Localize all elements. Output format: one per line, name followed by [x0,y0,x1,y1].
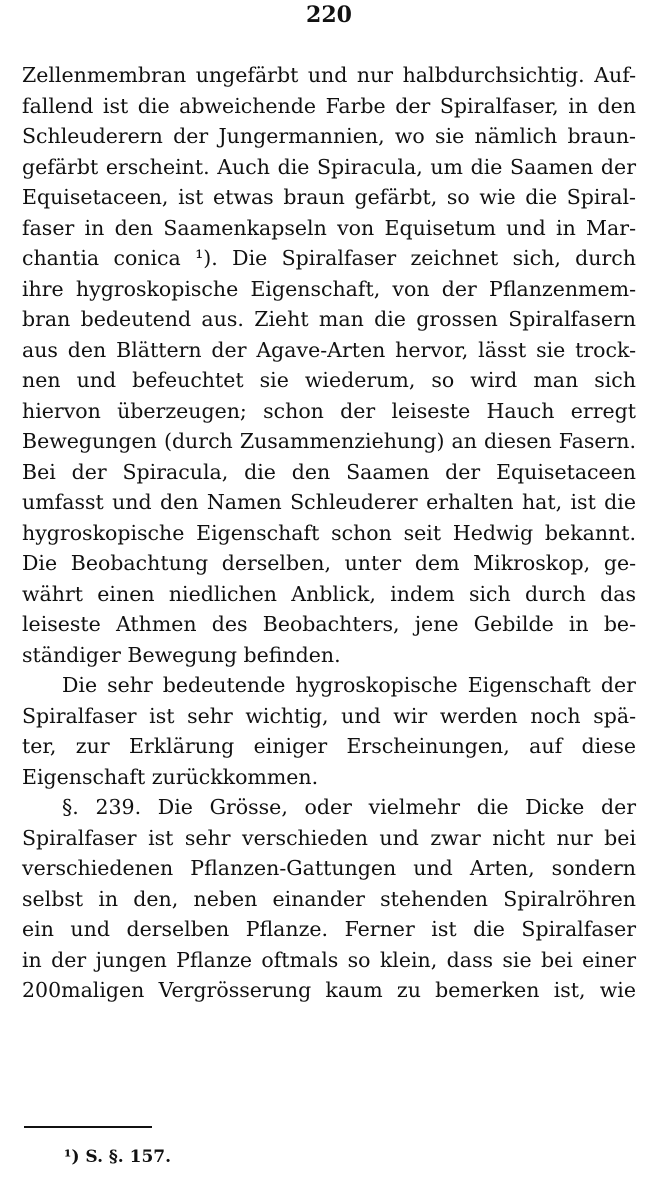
text-line: leiseste Athmen des Beobachters, jene Gebilde in be- [22,612,636,636]
text-line: hygroskopische Eigenschaft schon seit Hedwig bekannt. [22,520,636,545]
text-line: hiervon überzeugen; schon der leiseste Hauch erregt [22,398,636,423]
text-line: ein und derselben Pflanze. Ferner ist die Spiralfaser [22,917,636,941]
section-heading-line: §. 239. Die Grösse, oder vielmehr die Dicke der [62,795,636,819]
text-line: ständiger Bewegung befinden. [22,642,341,667]
text-line: umfasst und den Namen Schleuderer erhalten hat, ist die [22,490,636,514]
text-line: aus den Blättern der Agave-Arten hervor, lässt sie trock- [22,337,636,362]
text-line: Die Beobachtung derselben, unter dem Mikroskop, ge- [22,551,636,575]
text-line: Bewegungen (durch Zusammenziehung) an diesen Fasern. [22,429,636,453]
text-line: ihre hygroskopische Eigenschaft, von der Pflanzenmem- [22,276,636,301]
page-number: 220 [306,2,352,28]
footnote-divider [24,1126,152,1128]
text-line: Eigenschaft zurückkommen. [22,764,319,789]
text-line: Spiralfaser ist sehr wichtig, und wir werden noch spä- [22,703,636,728]
footnote: ¹) S. §. 157. [64,1147,172,1167]
text-line: währt einen niedlichen Anblick, indem sich durch das [22,581,636,606]
text-line: fallend ist die abweichende Farbe der Spiralfaser, in den [22,93,636,118]
text-line: Schleuderern der Jungermannien, wo sie nämlich braun- [22,124,636,148]
text-line: ter, zur Erklärung einiger Erscheinungen, auf diese [22,734,636,758]
text-line: in der jungen Pflanze oftmals so klein, dass sie bei einer [22,947,636,972]
text-line: selbst in den, neben einander stehenden Spiralröhren [22,886,636,911]
text-line: faser in den Saamenkapseln von Equisetum und in Mar- [22,215,636,240]
text-line: Zellenmembran ungefärbt und nur halbdurchsichtig. Auf- [22,63,636,87]
text-line: chantia conica ¹). Die Spiralfaser zeichnet sich, durch [22,246,636,270]
text-line: Equisetaceen, ist etwas braun gefärbt, so wie die Spiral- [22,185,636,209]
text-line: nen und befeuchtet sie wiederum, so wird man sich [22,368,636,392]
text-line: Die sehr bedeutende hygroskopische Eigenschaft der [62,673,636,697]
body-text [22,60,636,1006]
text-line: Spiralfaser ist sehr verschieden und zwar nicht nur bei [22,825,636,850]
text-line: bran bedeutend aus. Zieht man die grossen Spiralfasern [22,307,636,331]
text-line: Bei der Spiracula, die den Saamen der Equisetaceen [22,459,636,484]
text-line: verschiedenen Pflanzen-Gattungen und Arten, sondern [22,856,636,880]
text-line: 200maligen Vergrösserung kaum zu bemerken ist, wie [22,978,636,1002]
text-line: gefärbt erscheint. Auch die Spiracula, um die Saamen der [22,154,636,179]
